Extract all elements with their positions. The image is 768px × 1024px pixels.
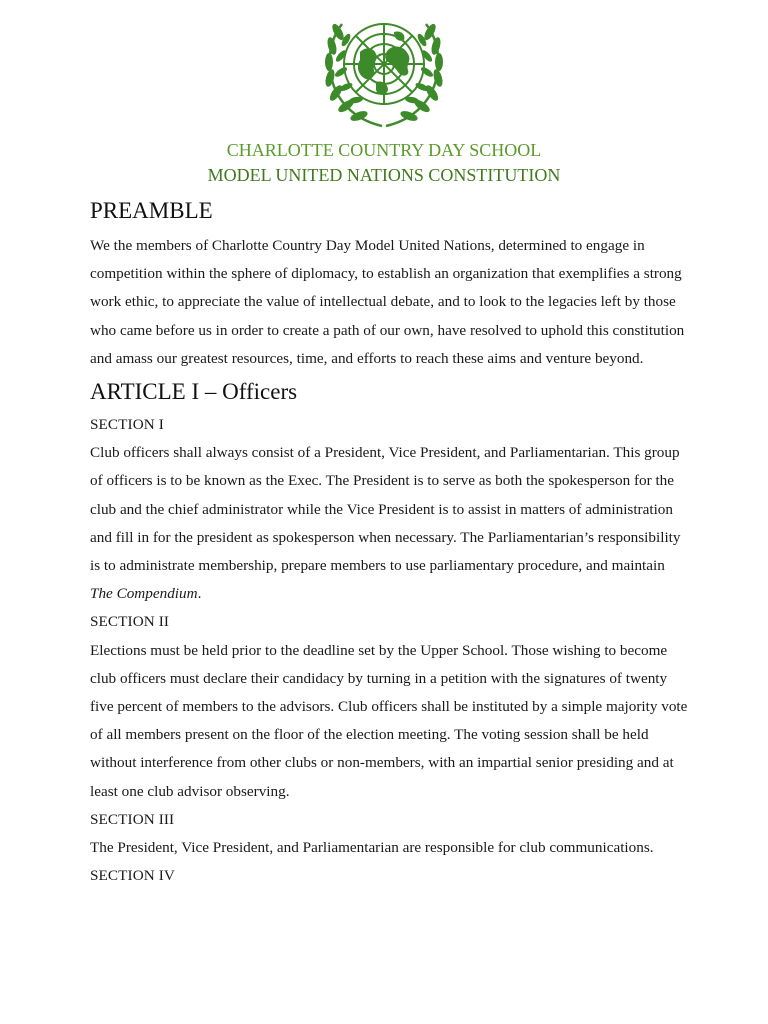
document-header [0, 138, 768, 188]
section-2-heading: SECTION II [90, 613, 170, 631]
section-1-text [90, 439, 690, 608]
section-1-body: Club officers shall always consist of a President, Vice President, and Parliamentarian. This group of officers is to be known as the Exec. The President is to serve as both the spokesperson for the club and the chief administrator while the Vice President is to assist in matters of administration and fill in for the president as spokesperson when necessary. The Parliamentarian’s responsibility is to administrate membership, prepare members to use parliamentary procedure, and maintain [90, 444, 681, 575]
section-3-heading: SECTION III [90, 810, 175, 828]
compendium-title: The Compendium [90, 585, 198, 603]
preamble-heading: PREAMBLE [90, 198, 213, 223]
section-3-text: The President, Vice President, and Parliamentarian are responsible for club communications. [90, 839, 654, 857]
preamble-text: We the members of Charlotte Country Day Model United Nations, determined to engage in competition within the sphere of diplomacy, to establish an organization that exemplifies a strong work ethic, to appreciate the value of intellectual debate, and to look to the legacies left by those who came before us in order to create a path of our own, have resolved to uphold this constitution and amass our greatest resources, time, and efforts to reach these aims and venture beyond. [90, 237, 685, 367]
section-4-heading: SECTION IV [90, 867, 175, 885]
school-name: CHARLOTTE COUNTRY DAY SCHOOL [226, 140, 542, 160]
section-2-text: Elections must be held prior to the deadline set by the Upper School. Those wishing to become club officers must declare their candidacy by turning in a petition with the signatures of twenty five percent of members to the advisors. Club officers shall be instituted by a simple majority vote of all members present on the floor of the election meeting. The voting session shall be held without interference from other clubs or non-members, with an impartial senior presiding and at least one club advisor observing. [90, 641, 688, 800]
document-title: MODEL UNITED NATIONS CONSTITUTION [207, 165, 561, 185]
un-emblem-icon [316, 10, 452, 130]
document-body [90, 196, 690, 890]
section-1-end: . [197, 585, 202, 603]
section-1-heading: SECTION I [90, 416, 164, 434]
article-1-heading: ARTICLE I – Officers [90, 379, 298, 405]
